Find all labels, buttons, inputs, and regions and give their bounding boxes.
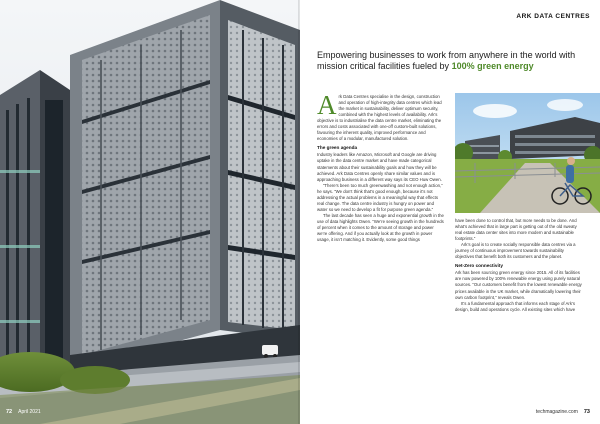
body-paragraph: Industry leaders like Amazon, Microsoft and Google are driving uptake in the data centre market and have made categorical statements about their sustainability goals and how they will be achieved. Ark Data Centres openly share similar values and is approaching business in a different way says its CEO Huw Owen. <box>317 152 442 182</box>
text-column-1 <box>317 90 444 243</box>
intro-text: rk Data Centres specialise in the design, construction and operation of high-integrity data centres which lead the market in sustainability, deliver optimum security, combined with the highest levels of availability. Ark’s objective is to industrialise the data centre market, eliminating the errors and costs associated with one-off custom-built solutions, favouring the inherent quality, improved performance and economies of a modular, manufactured solution. <box>317 94 442 142</box>
intro-paragraph <box>317 90 444 142</box>
right-page-number: 73 <box>583 409 590 415</box>
running-head: ARK DATA CENTRES <box>516 13 590 20</box>
standfirst-highlight: 100% green energy <box>451 61 534 72</box>
inset-photo-graphic <box>455 93 600 213</box>
body-paragraph: The last decade has seen a huge and exponential growth in the use of data highlights Owen. “We’re seeing growth in the hundreds of percent when it comes to the amount of storage and power we’re offering. And if you actually look at the growth in power usage, it isn’t matching it. Evidently, some good things <box>317 212 444 243</box>
data-centre-campus-cyclist-photo <box>455 93 600 213</box>
section-heading-green-agenda: The green agenda <box>317 145 358 151</box>
body-paragraph: It’s a fundamental approach that informs each stage of Ark’s design, build and operations cycle. All existing sites which have <box>455 300 576 312</box>
body-paragraph: Ark has been sourcing green energy since 2015. All of its facilities are now powered by 100% renewable energy using purely natural sources. “Our customers benefit from the lowest renewable energy prices available in the UK market, while dramatically lowering their own carbon footprint,” reveals Owen. <box>455 270 582 300</box>
standfirst <box>317 50 592 73</box>
issue-date: April 2021 <box>18 409 41 415</box>
text-column-2 <box>455 218 582 313</box>
right-page <box>300 0 600 424</box>
section-heading-net-zero: Net-Zero connectivity <box>455 263 503 269</box>
standfirst-lead: Empowering businesses to work from anywhere in the world with mission critical facilities fueled by <box>317 50 576 72</box>
body-paragraph: have been done to control that, but more needs to be done. And what’s achieved that in large part is getting out of the old sweaty real estate data center sites into more modern and sustainable footprints.” <box>455 218 577 242</box>
drop-cap: A <box>317 90 337 120</box>
left-folio <box>6 409 41 415</box>
website-url: techmagazine.com <box>535 409 578 415</box>
right-folio <box>536 409 590 415</box>
body-paragraph: Ark’s goal is to create socially responsible data centres via a journey of continuous improvement towards sustainability objectives that benefit both its customers and the planet. <box>455 242 576 260</box>
left-page-number: 72 <box>6 409 13 415</box>
body-paragraph: “There’s been too much greenwashing and not enough action,” he says. “We don’t think that’s good enough, because it’s not addressing the actual problems in a meaningful way that effects real change. The data centre industry is hungry on power and water so we need to develop a fit for purpose green agenda.” <box>317 182 443 212</box>
